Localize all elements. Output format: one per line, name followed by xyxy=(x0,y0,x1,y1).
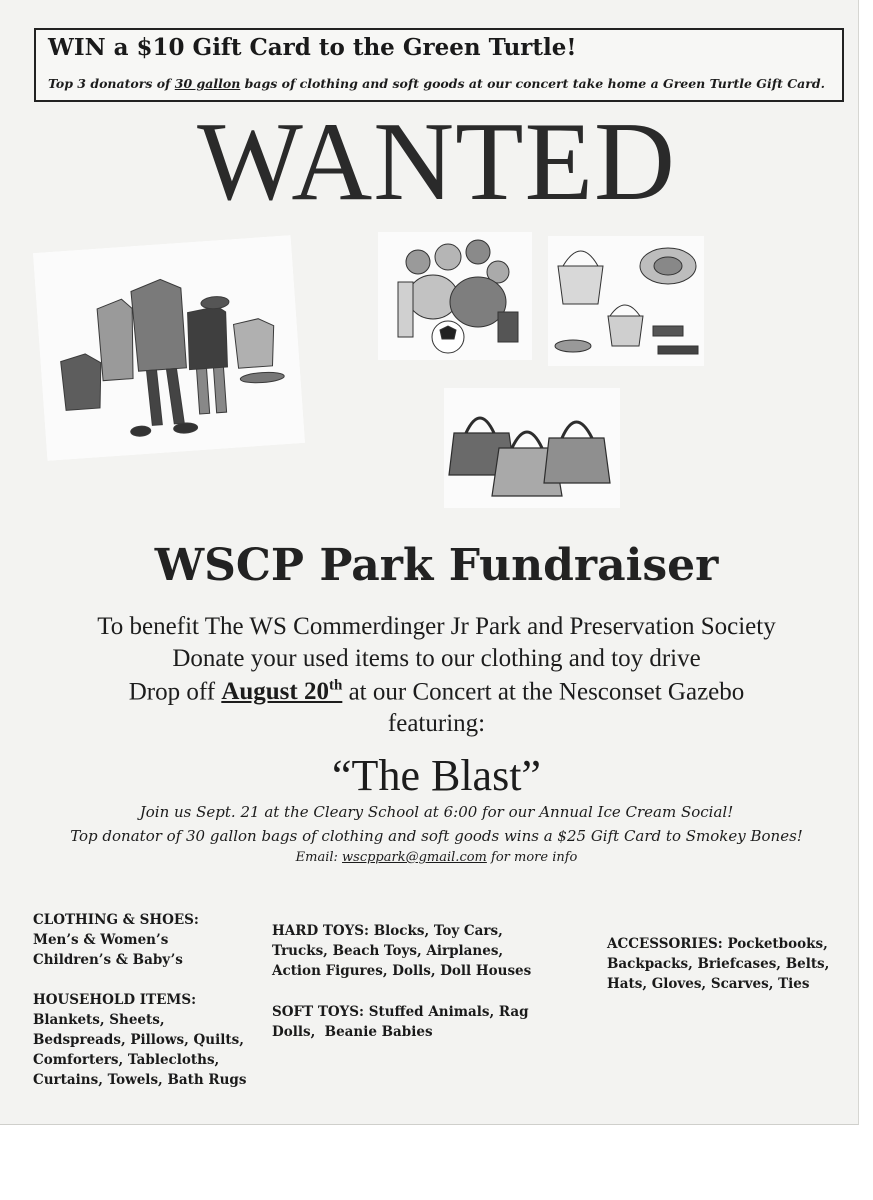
soft-toys-list: SOFT TOYS: Stuffed Animals, Rag Dolls, Beanie Babies xyxy=(272,1004,529,1040)
clothing-photo xyxy=(33,235,305,460)
email-prefix: Email: xyxy=(295,850,343,865)
drop-off-line xyxy=(0,678,873,706)
email-suffix: for more info xyxy=(486,850,578,865)
banner-sub-suffix: bags of clothing and soft goods at our concert take home a Green Turtle Gift Card. xyxy=(240,76,825,91)
banner-sub-underlined: 30 gallon xyxy=(174,76,241,91)
drop-off-prefix: Drop off xyxy=(128,678,222,706)
banner-sub-prefix: Top 3 xyxy=(48,76,86,91)
gift-card-banner xyxy=(34,28,844,102)
banner-title: WIN a $10 Gift Card to the Green Turtle! xyxy=(48,34,577,61)
event-date-sup: th xyxy=(328,678,343,694)
top-donator-line: Top donator of 30 gallon bags of clothing and soft goods wins a $25 Gift Card to Smokey Bones! xyxy=(70,827,803,845)
scan-margin xyxy=(0,1125,873,1200)
drop-off-suffix: at our Concert at the Nesconset Gazebo xyxy=(342,678,745,706)
toys-photo xyxy=(378,232,532,360)
email-link[interactable]: wscppark@gmail.com xyxy=(342,850,487,865)
donate-line: Donate your used items to our clothing and toy drive xyxy=(172,645,701,672)
banner-subtitle xyxy=(48,76,825,91)
band-name: “The Blast” xyxy=(332,751,541,800)
beach-toys-photo xyxy=(548,236,704,366)
email-line xyxy=(0,850,873,865)
clothing-shoes-list: CLOTHING & SHOES: Men’s & Women’s Children’s & Baby’s xyxy=(33,912,199,968)
hard-toys-list: HARD TOYS: Blocks, Toy Cars, Trucks, Beach Toys, Airplanes, Action Figures, Dolls, Doll Houses xyxy=(272,923,532,979)
event-date xyxy=(221,678,342,705)
featuring-line: featuring: xyxy=(387,710,486,737)
fundraiser-title: WSCP Park Fundraiser xyxy=(154,540,719,591)
wanted-heading: WANTED xyxy=(197,100,676,224)
handbags-photo xyxy=(444,388,620,508)
accessories-list: ACCESSORIES: Pocketbooks, Backpacks, Briefcases, Belts, Hats, Gloves, Scarves, Ties xyxy=(607,936,830,992)
event-date-text: August 20 xyxy=(221,678,329,706)
household-items-list: HOUSEHOLD ITEMS: Blankets, Sheets, Bedspreads, Pillows, Quilts, Comforters, Tablecloths, Curtains, Towels, Bath Rugs xyxy=(33,992,247,1088)
benefit-line: To benefit The WS Commerdinger Jr Park and Preservation Society xyxy=(97,613,776,640)
banner-sub-mid: donators of xyxy=(86,76,175,91)
ice-cream-social-line: Join us Sept. 21 at the Cleary School at 6:00 for our Annual Ice Cream Social! xyxy=(139,803,734,821)
